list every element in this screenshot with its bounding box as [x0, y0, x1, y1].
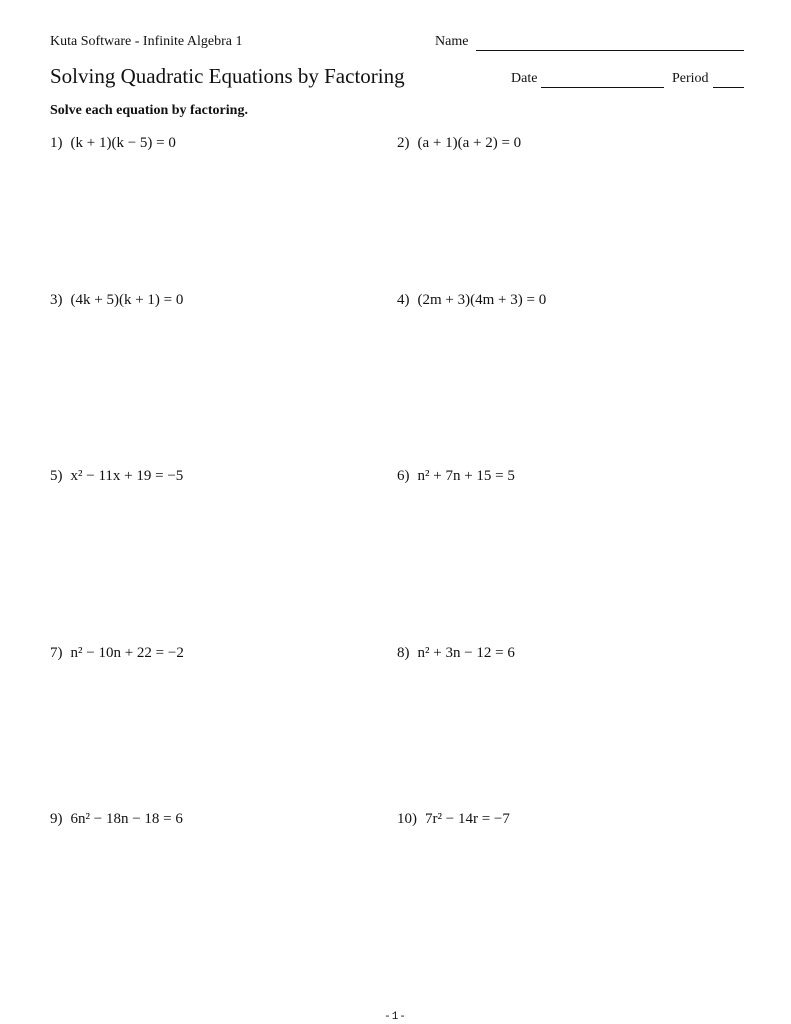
problem-equation: 7r² − 14r = −7 — [425, 811, 510, 827]
date-label: Date — [511, 71, 538, 86]
problem-number: 10) — [397, 811, 417, 827]
problem-equation: (k + 1)(k − 5) = 0 — [70, 135, 176, 151]
problem-number: 4) — [397, 292, 410, 308]
instructions: Solve each equation by factoring. — [50, 103, 248, 118]
publisher-label: Kuta Software - Infinite Algebra 1 — [50, 34, 243, 49]
problem-1 — [50, 135, 176, 152]
problem-number: 1) — [50, 135, 63, 151]
date-field-line — [541, 87, 664, 88]
problem-7 — [50, 645, 184, 662]
problem-number: 5) — [50, 468, 63, 484]
problem-9 — [50, 811, 183, 828]
problem-equation: (2m + 3)(4m + 3) = 0 — [417, 292, 547, 308]
problem-2 — [397, 135, 521, 152]
name-field-line — [476, 50, 744, 51]
problem-10 — [397, 811, 510, 828]
problem-5 — [50, 468, 183, 485]
problem-equation: n² − 10n + 22 = −2 — [70, 645, 184, 661]
problem-8 — [397, 645, 515, 662]
worksheet-title: Solving Quadratic Equations by Factoring — [50, 64, 405, 88]
problem-number: 9) — [50, 811, 63, 827]
problem-equation: (4k + 5)(k + 1) = 0 — [70, 292, 184, 308]
problem-number: 8) — [397, 645, 410, 661]
problem-equation: 6n² − 18n − 18 = 6 — [70, 811, 183, 827]
period-field-line — [713, 87, 744, 88]
problem-equation: (a + 1)(a + 2) = 0 — [417, 135, 522, 151]
period-label: Period — [672, 71, 709, 86]
problem-number: 2) — [397, 135, 410, 151]
problem-6 — [397, 468, 515, 485]
problem-number: 7) — [50, 645, 63, 661]
problem-equation: n² + 7n + 15 = 5 — [417, 468, 515, 484]
problem-equation: n² + 3n − 12 = 6 — [417, 645, 515, 661]
page-number: -1- — [384, 1011, 407, 1023]
problem-number: 6) — [397, 468, 410, 484]
problem-number: 3) — [50, 292, 63, 308]
problem-equation: x² − 11x + 19 = −5 — [70, 468, 184, 484]
name-label: Name — [435, 34, 469, 49]
problem-4 — [397, 292, 546, 309]
problem-3 — [50, 292, 183, 309]
